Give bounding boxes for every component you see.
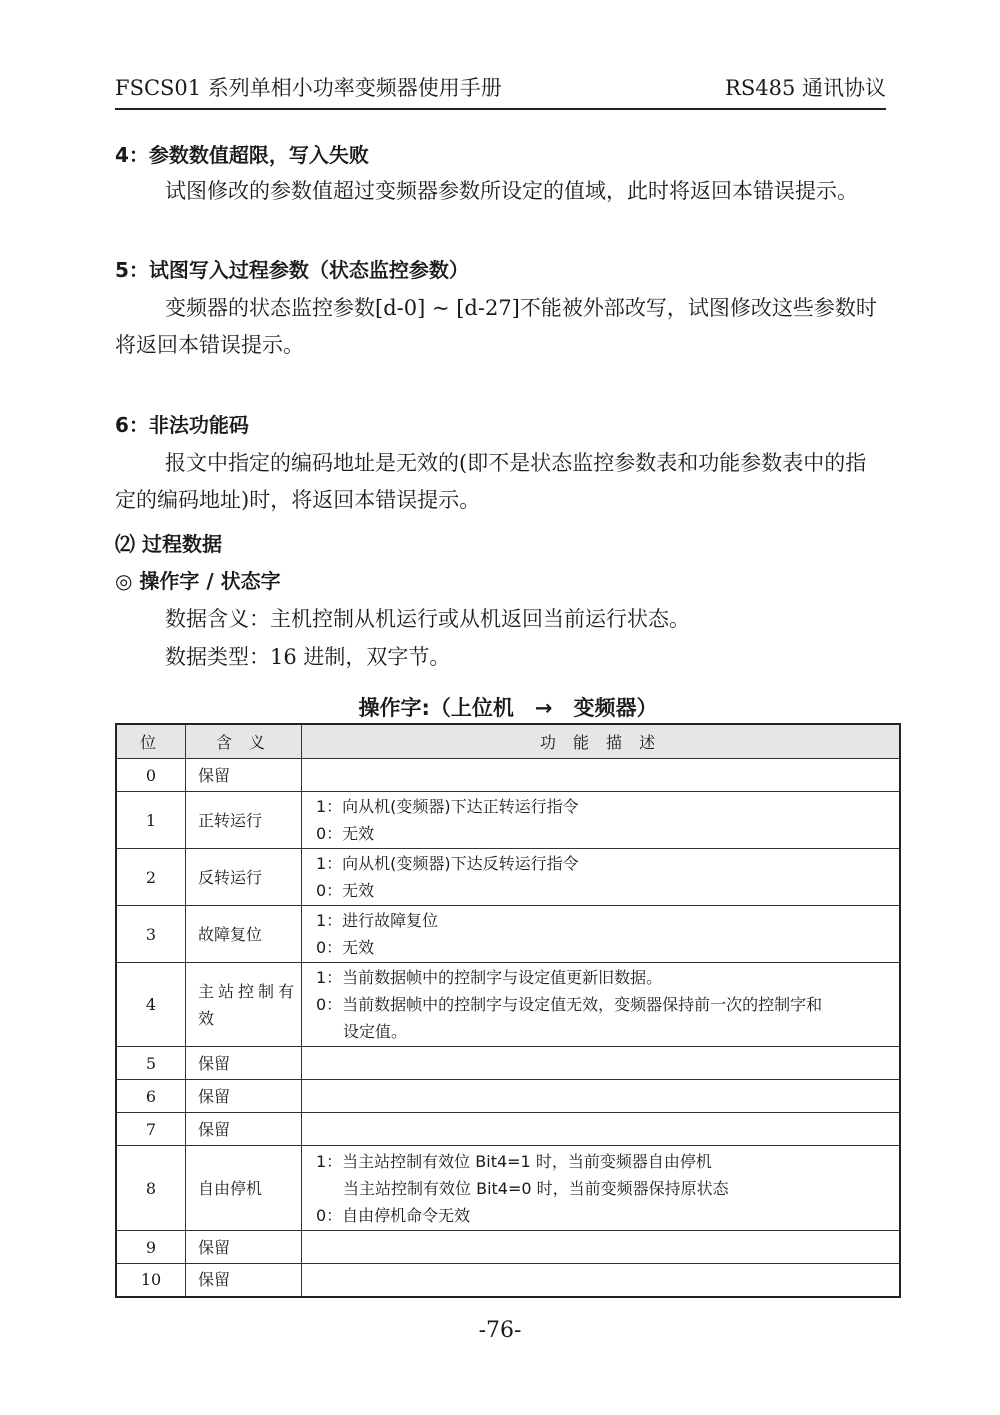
bit-cell: 5: [116, 1047, 186, 1080]
bit-cell: 3: [116, 906, 186, 963]
description-line: 0：无效: [316, 938, 375, 957]
meaning-cell: 正转运行: [186, 792, 302, 849]
description-cell: [302, 849, 901, 906]
description-line: 1：向从机(变频器)下达反转运行指令: [316, 854, 579, 873]
description-line: 1：当前数据帧中的控制字与设定值更新旧数据。: [316, 968, 663, 987]
data-type: 数据类型：16 进制，双字节。: [165, 645, 451, 669]
table-row: [116, 906, 900, 963]
description-cell: [302, 759, 901, 792]
description-cell: [302, 906, 901, 963]
table-row: [116, 759, 900, 792]
meaning-cell: 主站控制有效: [186, 963, 302, 1047]
description-cell: [302, 1264, 901, 1297]
meaning-cell: 故障复位: [186, 906, 302, 963]
description-line: 0：无效: [316, 824, 375, 843]
description-line: 设定值。: [343, 1022, 408, 1041]
description-line: 0：当前数据帧中的控制字与设定值无效，变频器保持前一次的控制字和: [316, 995, 823, 1014]
bit-cell: 4: [116, 963, 186, 1047]
meaning-cell: 保留: [186, 1231, 302, 1264]
control-word-heading: ◎ 操作字 / 状态字: [115, 569, 281, 593]
page-header: [115, 72, 886, 110]
table-row: [116, 1080, 900, 1113]
description-line: 0：自由停机命令无效: [316, 1205, 471, 1225]
table-title: 操作字:（上位机 → 变频器）: [358, 696, 658, 720]
page-number: -76-: [478, 1318, 522, 1343]
section-6: [115, 410, 890, 519]
section-5-heading: 5：试图写入过程参数（状态监控参数）: [115, 258, 469, 282]
table-row: [116, 792, 900, 849]
section-4: [115, 140, 890, 210]
bit-cell: 6: [116, 1080, 186, 1113]
table-row: [116, 1113, 900, 1146]
meaning-cell: 自由停机: [186, 1146, 302, 1231]
bit-cell: 2: [116, 849, 186, 906]
description-cell: [302, 963, 901, 1047]
process-data: [115, 527, 890, 674]
table-header-row: [116, 724, 900, 759]
bit-cell: 9: [116, 1231, 186, 1264]
table-row: [116, 1264, 900, 1297]
description-line: 0：无效: [316, 881, 375, 900]
col-header-description: 功 能 描 述: [302, 724, 901, 759]
section-5-body: 变频器的状态监控参数[d-0] ~ [d-27]不能被外部改写，试图修改这些参数时将返回本错误提示。: [115, 296, 877, 357]
meaning-cell: 保留: [186, 1080, 302, 1113]
manual-title: FSCS01 系列单相小功率变频器使用手册: [115, 76, 502, 100]
process-data-heading: ⑵ 过程数据: [115, 532, 222, 556]
bit-cell: 10: [116, 1264, 186, 1297]
col-header-bit: 位: [116, 724, 186, 759]
description-cell: [302, 1146, 901, 1231]
chapter-title: RS485 通讯协议: [725, 76, 886, 100]
section-5: [115, 255, 890, 364]
meaning-cell: 反转运行: [186, 849, 302, 906]
bit-cell: 1: [116, 792, 186, 849]
meaning-cell: 保留: [186, 1264, 302, 1297]
data-meaning: 数据含义：主机控制从机运行或从机返回当前运行状态。: [165, 607, 690, 631]
table-row: [116, 849, 900, 906]
section-4-body: 试图修改的参数值超过变频器参数所设定的值域，此时将返回本错误提示。: [165, 179, 858, 203]
table-row: [116, 963, 900, 1047]
bit-cell: 0: [116, 759, 186, 792]
table-row: [116, 1047, 900, 1080]
bit-cell: 8: [116, 1146, 186, 1231]
section-6-body: 报文中指定的编码地址是无效的(即不是状态监控参数表和功能参数表中的指定的编码地址)时，将返回本错误提示。: [115, 451, 867, 512]
section-4-heading: 4：参数数值超限，写入失败: [115, 143, 369, 167]
description-cell: [302, 792, 901, 849]
control-word-table: [115, 723, 901, 1298]
bit-cell: 7: [116, 1113, 186, 1146]
description-line: 1：向从机(变频器)下达正转运行指令: [316, 797, 579, 816]
description-cell: [302, 1047, 901, 1080]
description-cell: [302, 1113, 901, 1146]
meaning-cell: 保留: [186, 1113, 302, 1146]
meaning-cell: 保留: [186, 1047, 302, 1080]
description-line: 1：当主站控制有效位 Bit4=1 时，当前变频器自由停机: [316, 1151, 712, 1171]
table-row: [116, 1231, 900, 1264]
table-row: [116, 1146, 900, 1231]
description-line: 当主站控制有效位 Bit4=0 时，当前变频器保持原状态: [343, 1178, 729, 1198]
section-6-heading: 6：非法功能码: [115, 413, 249, 437]
meaning-cell: 保留: [186, 759, 302, 792]
description-line: 1：进行故障复位: [316, 911, 439, 930]
description-cell: [302, 1231, 901, 1264]
description-cell: [302, 1080, 901, 1113]
col-header-meaning: 含 义: [186, 724, 302, 759]
